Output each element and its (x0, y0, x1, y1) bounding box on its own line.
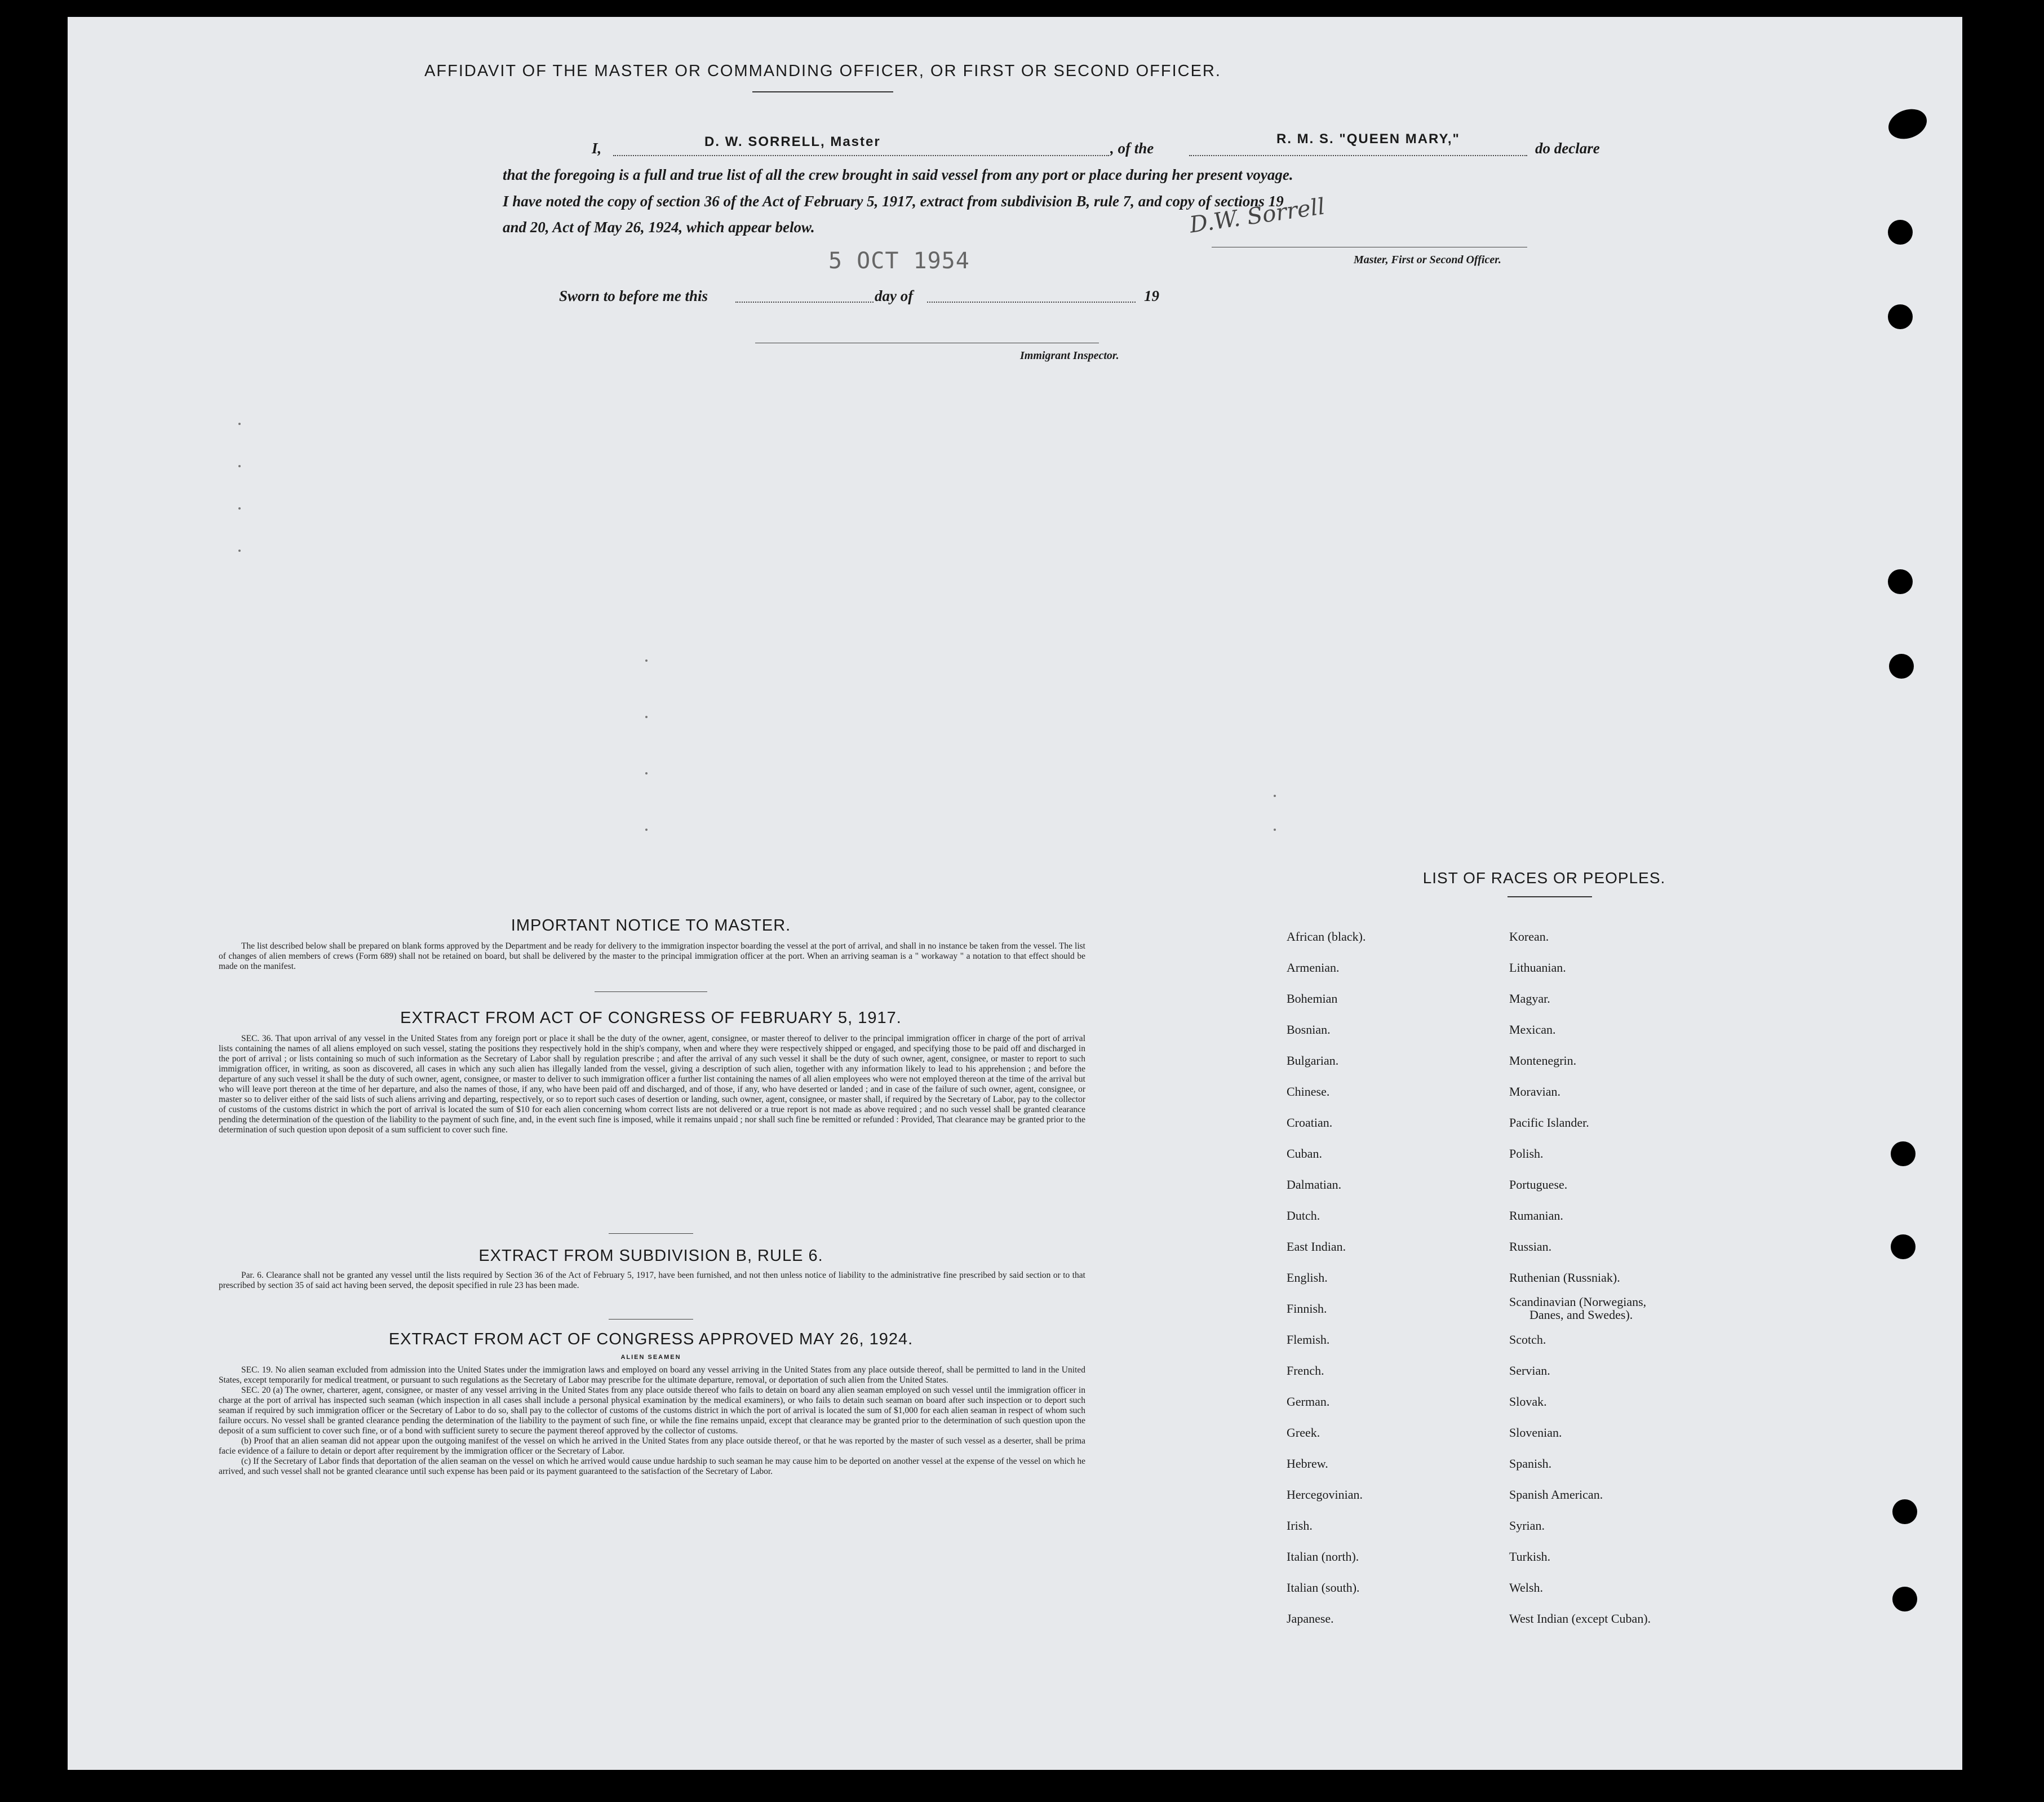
affidavit-line4: and 20, Act of May 26, 1924, which appear below. (503, 219, 815, 236)
punch-hole (1891, 1141, 1916, 1166)
race-right-18: Spanish. (1509, 1456, 1552, 1471)
signature-caption: Master, First or Second Officer. (1354, 254, 1501, 266)
races-title: LIST OF RACES OR PEOPLES. (1422, 869, 1666, 887)
affidavit-title: AFFIDAVIT OF THE MASTER OR COMMANDING OFFICER, OR FIRST OR SECOND OFFICER. (424, 62, 1221, 80)
punch-hole (1892, 1587, 1917, 1611)
extract-1924-title: EXTRACT FROM ACT OF CONGRESS APPROVED MAY 26, 1924. (388, 1330, 914, 1348)
race-left-4: Bulgarian. (1287, 1053, 1339, 1068)
race-right-23: West Indian (except Cuban). (1509, 1611, 1651, 1626)
punch-hole (1888, 569, 1913, 594)
manifest-page (68, 17, 1962, 1770)
race-right-19: Spanish American. (1509, 1487, 1603, 1502)
master-signature: D.W. Sorrell (1187, 193, 1327, 238)
notice-divider (595, 991, 707, 992)
title-underline (752, 91, 893, 92)
race-right-22: Welsh. (1509, 1580, 1543, 1595)
race-left-16: Greek. (1287, 1425, 1320, 1440)
extract-1917-title: EXTRACT FROM ACT OF CONGRESS OF FEBRUARY 5, 1917. (400, 1009, 902, 1027)
sworn-year: 19 (1144, 287, 1159, 304)
race-left-17: Hebrew. (1287, 1456, 1328, 1471)
extract-1924-subtitle: ALIEN SEAMEN (620, 1354, 681, 1361)
race-right-3: Mexican. (1509, 1022, 1556, 1037)
race-left-8: Dalmatian. (1287, 1177, 1342, 1192)
race-left-1: Armenian. (1287, 960, 1340, 975)
races-title-underline (1507, 896, 1592, 897)
punch-hole (1888, 220, 1913, 245)
race-left-12: Finnish. (1287, 1301, 1327, 1316)
race-right-9: Rumanian. (1509, 1208, 1563, 1223)
punch-hole (1892, 1499, 1917, 1524)
race-left-7: Cuban. (1287, 1146, 1322, 1161)
race-right-2: Magyar. (1509, 991, 1550, 1006)
race-left-18: Hercegovinian. (1287, 1487, 1363, 1502)
extract-1917-divider (609, 1233, 693, 1234)
race-left-3: Bosnian. (1287, 1022, 1331, 1037)
race-right-7: Polish. (1509, 1146, 1544, 1161)
race-right-1: Lithuanian. (1509, 960, 1566, 975)
affidavit-line1-of: , of the (1110, 140, 1154, 157)
master-name: D. W. SORRELL, Master (704, 134, 881, 149)
affidavit-line1-suffix: do declare (1535, 140, 1600, 157)
race-right-0: Korean. (1509, 929, 1549, 944)
sworn-prefix: Sworn to before me this (559, 287, 708, 304)
affidavit-line2: that the foregoing is a full and true list of all the crew brought in said vessel from any port or place during her present voyage. (503, 166, 1293, 183)
vessel-name: R. M. S. "QUEEN MARY," (1276, 131, 1460, 147)
vessel-fill-line (1189, 155, 1527, 156)
race-left-13: Flemish. (1287, 1332, 1330, 1347)
race-right-20: Syrian. (1509, 1518, 1545, 1533)
race-right-16: Slovak. (1509, 1394, 1547, 1409)
sworn-month-line (927, 302, 1136, 303)
notice-title: IMPORTANT NOTICE TO MASTER. (511, 917, 791, 935)
extract-1924-text: SEC. 19. No alien seaman excluded from admission into the United States under the immigration laws and employed on board any vessel arriving in the United States from any place outside thereof, shall be permitted to land in the United States, except temporarily for medical treatment, or pursuant to such regulations as the Secretary of Labor may prescribe for the ultimate departure, removal, or deportation of such alien from the United States. SEC. 20 (a) The owner, charterer, agent, consignee, or master of any vessel arriving in the United States from any place outside thereof who fails to detain on board any alien seaman employed on such vessel until the immigration officer in charge at the port of arrival has inspected such seaman (which inspection in all cases shall include a personal physical examination by the medical examiners), or who fails to detain such seaman on board after such inspection or to deport such seaman if required by such immigration officer or the Secretary of Labor to do so, shall pay to the collector of customs of the customs district in which the port of arrival is located the sum of $1,000 for each alien seaman in respect of whom such failure occurs. No vessel shall be granted clearance pending the determination of the liability to the payment of such fine, or while the fine remains unpaid, except that clearance may be granted prior to the determination of such question upon the deposit of a sum sufficient to cover such fine, or of a bond with sufficient surety to secure the payment thereof approved by the collector of customs. (b) Proof that an alien seaman did not appear upon the outgoing manifest of the vessel on which he arrived in the United States from any place outside thereof, or that he was reported by the master of such vessel as a deserter, shall be prima facie evidence of a failure to detain or deport after requirement by the immigration officer or the Secretary of Labor. (c) If the Secretary of Labor finds that deportation of the alien seaman on the vessel on which he arrived would cause undue hardship to such seaman he may cause him to be deported on another vessel at the expense of the vessel on which he arrived, and such vessel shall not be granted clearance until such expense has been paid or its payment guaranteed to the satisfaction of the Secretary of Labor. (219, 1365, 1085, 1476)
race-left-21: Italian (south). (1287, 1580, 1360, 1595)
extract-1917-text: SEC. 36. That upon arrival of any vessel in the United States from any foreign port or place it shall be the duty of the owner, agent, consignee, or master thereof to deliver to the principal immigration officer in charge of the port of arrival lists containing the names of all aliens employed on such vessel, stating the positions they respectively hold in the ship's company, when and where they were respectively shipped or engaged, and specifying those to be paid off and discharged in the port of arrival ; or lists containing so much of such information as the Secretary of Labor shall by regulation prescribe ; and after the arrival of any such vessel it shall be the duty of such owner, agent, consignee, or master to report to such immigration officer, in writing, as soon as discovered, all cases in which any such alien has illegally landed from the vessel, giving a description of such alien, together with any information likely to lead to his apprehension ; and before the departure of any such vessel it shall be the duty of such owner, agent, consignee, or master to deliver to such immigration officer a further list containing the names of all alien employees who were not employed thereon at the time of the arrival but who will leave port thereon at the time of her departure, and also the names of those, if any, who have been paid off and discharged, and of those, if any, who have deserted or landed ; and in case of the failure of such owner, agent, consignee, or master so to deliver either of the said lists of such aliens arriving and departing, respectively, or so to report such cases of desertion or landing, such owner, agent, consignee, or master shall, if required by the Secretary of Labor, pay to the collector of customs of the customs district in which the port of arrival is located the sum of $10 for each alien concerning whom correct lists are not delivered or a true report is not made as above required ; and no such vessel shall be granted clearance pending the determination of the question of the liability to the payment of such fine, and, in the event such fine is imposed, while it remains unpaid ; nor shall such fine be remitted or refunded : Provided, That clearance may be granted prior to the determination of such question upon deposit of a sum sufficient to cover such fine. (219, 1034, 1085, 1135)
race-left-14: French. (1287, 1363, 1324, 1378)
name-fill-line (613, 155, 1109, 156)
race-left-2: Bohemian (1287, 991, 1338, 1006)
race-right-14: Scotch. (1509, 1332, 1546, 1347)
race-right-11: Ruthenian (Russniak). (1509, 1270, 1620, 1285)
race-right-13: Danes, and Swedes). (1529, 1308, 1633, 1322)
race-left-10: East Indian. (1287, 1239, 1346, 1254)
race-left-19: Irish. (1287, 1518, 1313, 1533)
subdivision-b-title: EXTRACT FROM SUBDIVISION B, RULE 6. (478, 1247, 823, 1265)
punch-hole (1889, 654, 1914, 679)
affidavit-line3: I have noted the copy of section 36 of the Act of February 5, 1917, extract from subdivision B, rule 7, and copy of sections 19 (503, 193, 1284, 210)
punch-hole (1891, 1234, 1916, 1259)
race-left-5: Chinese. (1287, 1084, 1330, 1099)
punch-hole (1888, 304, 1913, 329)
race-left-20: Italian (north). (1287, 1549, 1359, 1564)
race-left-0: African (black). (1287, 929, 1366, 944)
race-right-15: Servian. (1509, 1363, 1550, 1378)
race-right-6: Pacific Islander. (1509, 1115, 1589, 1130)
race-left-9: Dutch. (1287, 1208, 1320, 1223)
sworn-day-line (735, 302, 874, 303)
race-left-11: English. (1287, 1270, 1328, 1285)
race-right-12: Scandinavian (Norwegians, (1509, 1295, 1647, 1309)
race-right-5: Moravian. (1509, 1084, 1561, 1099)
race-right-4: Montenegrin. (1509, 1053, 1577, 1068)
race-right-8: Portuguese. (1509, 1177, 1568, 1192)
race-right-21: Turkish. (1509, 1549, 1551, 1564)
subdivision-b-text: Par. 6. Clearance shall not be granted any vessel until the lists required by Section 36 of the Act of February 5, 1917, have been furnished, and not then unless notice of liability to the administrative fine prescribed by said section or to that prescribed by section 35 of said act having been served, the deposit specified in rule 23 has been made. (219, 1270, 1085, 1290)
race-right-17: Slovenian. (1509, 1425, 1562, 1440)
inspector-caption: Immigrant Inspector. (1020, 349, 1119, 362)
race-left-6: Croatian. (1287, 1115, 1333, 1130)
race-left-15: German. (1287, 1394, 1330, 1409)
subdivision-b-divider (609, 1319, 693, 1320)
race-right-10: Russian. (1509, 1239, 1552, 1254)
sworn-day: day of (875, 287, 914, 304)
affidavit-line1-prefix: I, (592, 140, 602, 157)
notice-text: The list described below shall be prepared on blank forms approved by the Department and be ready for delivery to the immigration inspector boarding the vessel at the port of arrival, and shall in no instance be taken from the vessel. The list of changes of alien members of crews (Form 689) shall not be retained on board, but shall be delivered by the master to the principal immigration officer at the port. When an arriving seaman is a " workaway " a notation to that effect should be made on the manifest. (219, 941, 1085, 971)
race-left-22: Japanese. (1287, 1611, 1334, 1626)
punch-hole (1885, 104, 1931, 144)
date-stamp: 5 OCT 1954 (828, 248, 970, 274)
